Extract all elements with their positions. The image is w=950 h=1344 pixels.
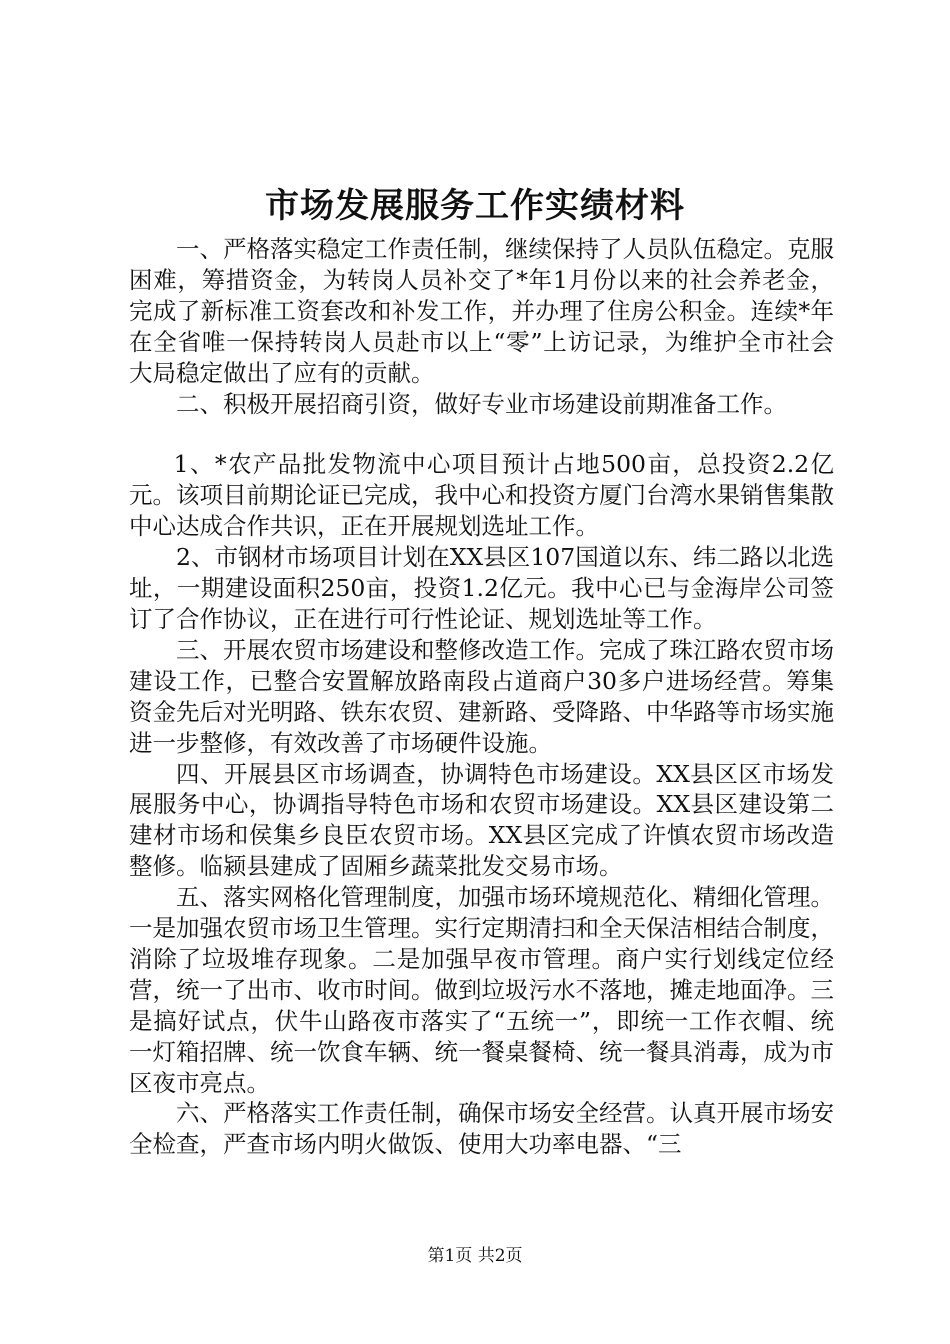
paragraph-1: 一、严格落实稳定工作责任制，继续保持了人员队伍稳定。克服困难，筹措资金，为转岗人员补交了*年1月份以来的社会养老金，完成了新标准工资套改和补发工作，并办理了住房公积金。连续*年在全省唯一保持转岗人员赴市以上“零”上访记录，为维护全市社会大局稳定做出了应有的贡献。 <box>129 235 834 387</box>
paragraph-6: 四、开展县区市场调查，协调特色市场建设。XX县区区市场发展服务中心，协调指导特色市场和农贸市场建设。XX县区建设第二建材市场和侯集乡良臣农贸市场。XX县区完成了许慎农贸市场改造整修。临颍县建成了固厢乡蔬菜批发交易市场。 <box>129 759 834 881</box>
paragraph-2: 二、积极开展招商引资，做好专业市场建设前期准备工作。 <box>176 389 787 418</box>
paragraph-7: 五、落实网格化管理制度，加强市场环境规范化、精细化管理。一是加强农贸市场卫生管理。实行定期清扫和全天保洁相结合制度，消除了垃圾堆存现象。二是加强早夜市管理。商户实行划线定位经营，统一了出市、收市时间。做到垃圾污水不落地，摊走地面净。三是搞好试点，伏牛山路夜市落实了“五统一”，即统一工作衣帽、统一灯箱招牌、统一饮食车辆、统一餐桌餐椅、统一餐具消毒，成为市区夜市亮点。 <box>129 883 834 1097</box>
document-title: 市场发展服务工作实绩材料 <box>265 186 685 226</box>
paragraph-8: 六、严格落实工作责任制，确保市场安全经营。认真开展市场安全检查，严查市场内明火做饭、使用大功率电器、“三 <box>129 1099 834 1159</box>
paragraph-5: 三、开展农贸市场建设和整修改造工作。完成了珠江路农贸市场建设工作，已整合安置解放路南段占道商户30多户进场经营。筹集资金先后对光明路、铁东农贸、建新路、受降路、中华路等市场实施进一步整修，有效改善了市场硬件设施。 <box>129 635 834 757</box>
paragraph-4: 2、市钢材市场项目计划在XX县区107国道以东、纬二路以北选址，一期建设面积250亩，投资1.2亿元。我中心已与金海岸公司签订了合作协议，正在进行可行性论证、规划选址等工作。 <box>129 543 834 633</box>
paragraph-3: 1、*农产品批发物流中心项目预计占地500亩，总投资2.2亿元。该项目前期论证已完成，我中心和投资方厦门台湾水果销售集散中心达成合作共识，正在开展规划选址工作。 <box>129 450 834 541</box>
document-body <box>129 234 834 1160</box>
page-footer: 第1页 共2页 <box>427 1246 523 1266</box>
